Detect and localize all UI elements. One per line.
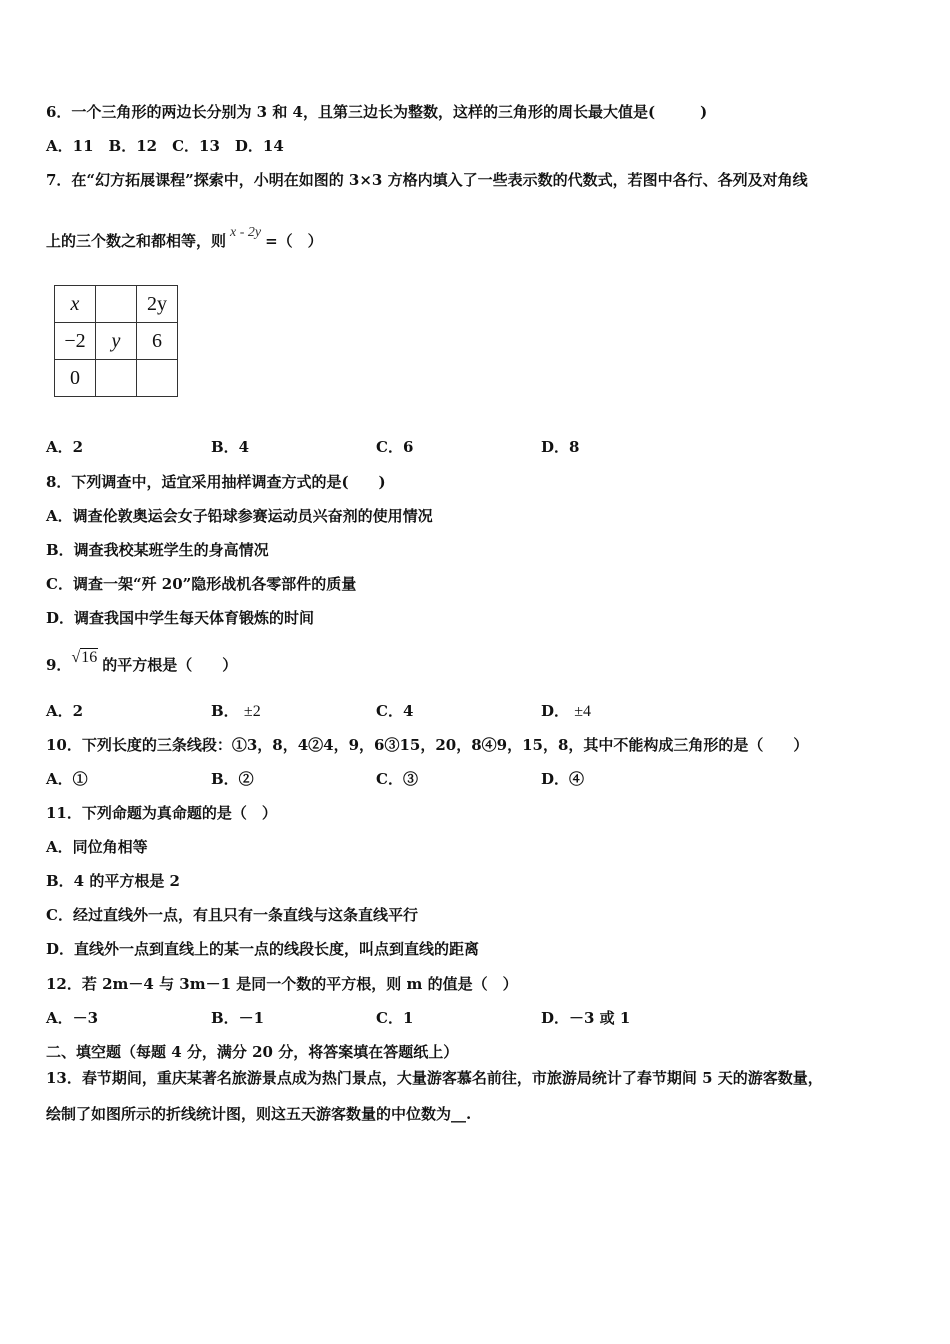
radicand: 16 <box>81 649 98 666</box>
q8-option-d: D．调查我国中学生每天体育锻炼的时间 <box>46 609 315 627</box>
q12-option-a: A．－3 <box>46 1009 99 1027</box>
q6-stem: 6．一个三角形的两边长分别为 3 和 4，且第三边长为整数，这样的三角形的周长最大值是( ) <box>46 103 708 121</box>
q7-stem2-post: =（ ） <box>265 232 323 250</box>
q10-option-c: C．③ <box>376 770 418 788</box>
q9-option-a: A．2 <box>46 702 84 720</box>
q8-option-c: C．调查一架“歼 20”隐形战机各零部件的质量 <box>46 575 357 593</box>
q10-option-d: D．④ <box>541 770 585 788</box>
grid-row <box>55 360 178 397</box>
q11-option-d: D．直线外一点到直线上的某一点的线段长度，叫点到直线的距离 <box>46 940 480 958</box>
q9-option-b <box>211 701 261 722</box>
grid-cell-2y: 2y <box>147 292 167 315</box>
q7-option-b: B．4 <box>211 438 250 456</box>
q9-stem <box>46 649 238 676</box>
q9-option-b-math: ±2 <box>243 703 261 720</box>
q9-option-d-math: ±4 <box>574 703 592 720</box>
q7-stem2-pre: 上的三个数之和都相等，则 <box>46 232 227 250</box>
q8-stem: 8．下列调查中，适宜采用抽样调查方式的是( ) <box>46 473 386 491</box>
q9-number: 9． <box>46 656 72 674</box>
q7-option-d: D．8 <box>541 438 580 456</box>
q9-option-d <box>541 701 591 722</box>
section-2-title: 二、填空题（每题 4 分，满分 20 分，将答案填在答题纸上） <box>46 1043 459 1061</box>
q10-option-a: A．① <box>46 770 88 788</box>
q7-expression: x - 2y <box>230 225 262 240</box>
grid-cell: −2 <box>55 323 96 360</box>
q9-option-b-label: B． <box>211 702 239 720</box>
q7-stem: 7．在“幻方拓展课程”探索中，小明在如图的 3×3 方格内填入了一些表示数的代数式，若图中各行、各列及对角线 <box>46 171 808 189</box>
q10-option-b: B．② <box>211 770 254 788</box>
q7-option-c: C．6 <box>376 438 414 456</box>
grid-cell <box>137 286 178 323</box>
grid-cell <box>96 360 137 397</box>
grid-row <box>55 323 178 360</box>
q9-stem-post: 的平方根是（ ） <box>102 656 238 674</box>
q11-option-a: A．同位角相等 <box>46 838 148 856</box>
q10-stem: 10．下列长度的三条线段：①3，8，4②4，9，6③15，20，8④9，15，8，其中不能构成三角形的是（ ） <box>46 736 809 754</box>
sqrt-16: √16 <box>71 649 98 666</box>
q6-options: A．11 B．12 C．13 D．14 <box>46 137 284 155</box>
q12-option-b: B．－1 <box>211 1009 265 1027</box>
q12-option-c: C．1 <box>376 1009 414 1027</box>
magic-square-grid <box>54 285 178 397</box>
grid-row <box>55 286 178 323</box>
q11-option-b: B．4 的平方根是 2 <box>46 872 180 890</box>
grid-cell: 0 <box>55 360 96 397</box>
q9-option-d-label: D． <box>541 702 570 720</box>
grid-cell <box>137 360 178 397</box>
q8-option-b: B．调查我校某班学生的身高情况 <box>46 541 269 559</box>
q7-stem-line2 <box>46 225 323 253</box>
grid-cell: y <box>96 323 137 360</box>
q13-stem: 13．春节期间，重庆某著名旅游景点成为热门景点，大量游客慕名前往，市旅游局统计了春节期间 5 天的游客数量， <box>46 1069 823 1087</box>
q11-stem: 11．下列命题为真命题的是（ ） <box>46 804 277 822</box>
q13-stem-line2: 绘制了如图所示的折线统计图，则这五天游客数量的中位数为__. <box>46 1105 472 1123</box>
q12-stem: 12．若 2m－4 与 3m－1 是同一个数的平方根，则 m 的值是（ ） <box>46 975 518 993</box>
q7-option-a: A．2 <box>46 438 84 456</box>
q11-option-c: C．经过直线外一点，有且只有一条直线与这条直线平行 <box>46 906 418 924</box>
grid-cell <box>96 286 137 323</box>
q9-option-c: C．4 <box>376 702 414 720</box>
q12-option-d: D．－3 或 1 <box>541 1009 631 1027</box>
grid-cell: 6 <box>137 323 178 360</box>
grid-cell: x <box>55 286 96 323</box>
q8-option-a: A．调查伦敦奥运会女子铅球参赛运动员兴奋剂的使用情况 <box>46 507 433 525</box>
